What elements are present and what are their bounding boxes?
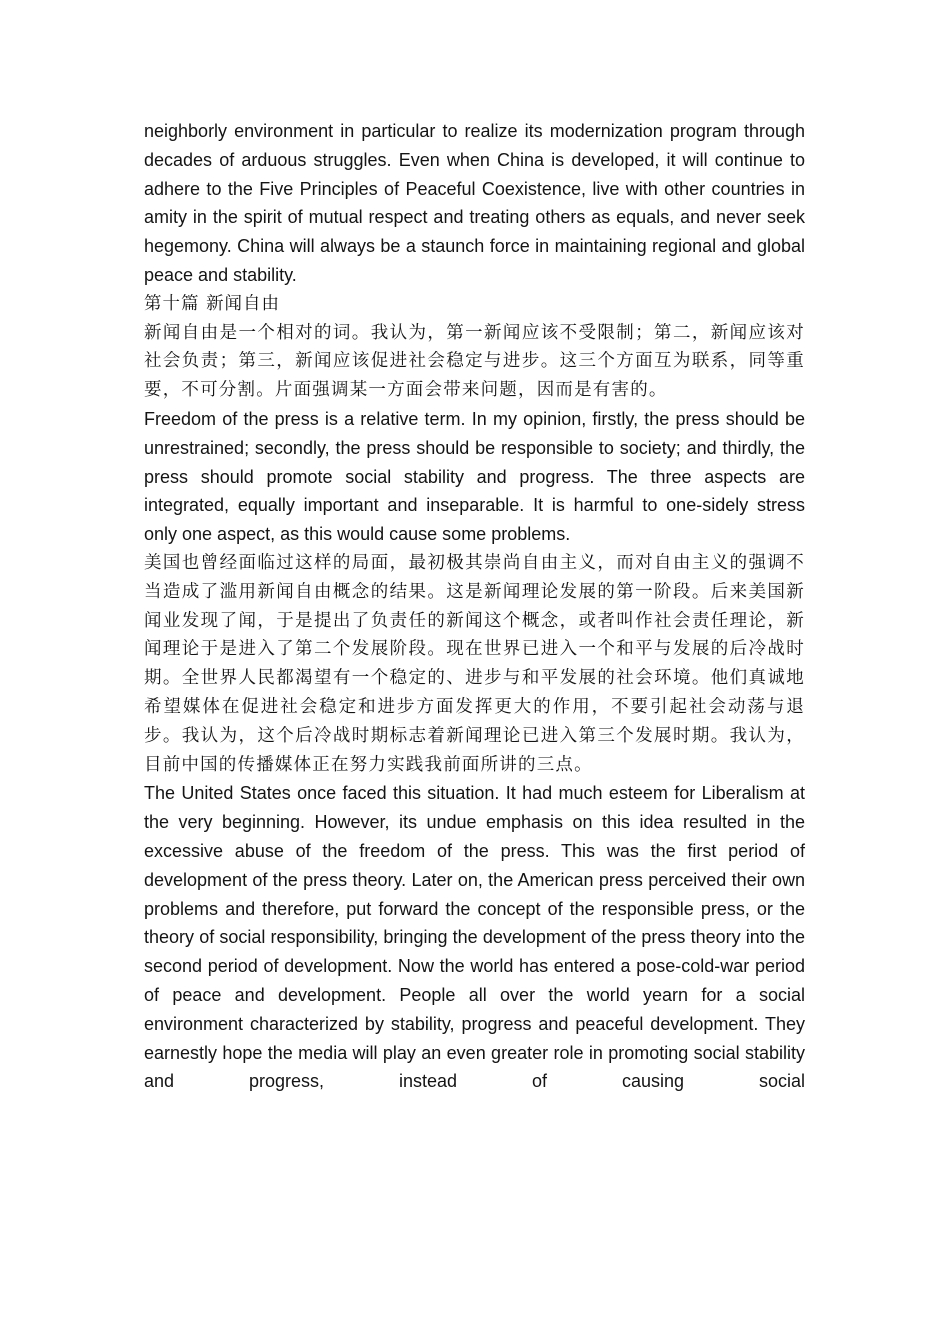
paragraph-press-en: Freedom of the press is a relative term. In my opinion, firstly, the press should be unrestrained; secondly, the press should be responsible to society; and thirdly, the press should promote social stability and progress. The three aspects are integrated, equally important and inseparable. It is harmful to one-sidely stress only one aspect, as this would cause some problems. — [144, 408, 805, 545]
section-heading: 第十篇 新闻自由 — [144, 293, 281, 314]
document-page — [144, 117, 805, 1096]
paragraph-press-zh: 新闻自由是一个相对的词。我认为，第一新闻应该不受限制；第二，新闻应该对社会负责；第三，新闻应该促进社会稳定与进步。这三个方面互为联系，同等重要，不可分割。片面强调某一方面会带来问题，因而是有害的。 — [144, 322, 805, 401]
paragraph-us-en: The United States once faced this situation. It had much esteem for Liberalism at the very beginning. However, its undue emphasis on this idea resulted in the excessive abuse of the freedom of the press. This was the first period of development of the press theory. Later on, the American press perceived their own problems and therefore, put forward the concept of the responsible press, or the theory of social responsibility, bringing the development of the press theory into the second period of development. Now the world has entered a pose-cold-war period of peace and development. People all over the world yearn for a social environment characterized by stability, progress and peaceful development. They earnestly hope the media will play an even greater role in promoting social stability and progress, instead of causing social — [144, 783, 805, 1092]
paragraph-us-zh: 美国也曾经面临过这样的局面，最初极其崇尚自由主义，而对自由主义的强调不当造成了滥用新闻自由概念的结果。这是新闻理论发展的第一阶段。后来美国新闻业发现了闻，于是提出了负责任的新闻这个概念，或者叫作社会责任理论，新闻理论于是进入了第二个发展阶段。现在世界已进入一个和平与发展的后冷战时期。全世界人民都渴望有一个稳定的、进步与和平发展的社会环境。他们真诚地希望媒体在促进社会稳定和进步方面发挥更大的作用，不要引起社会动荡与退步。我认为，这个后冷战时期标志着新闻理论已进入第三个发展时期。我认为，目前中国的传播媒体正在努力实践我前面所讲的三点。 — [144, 552, 805, 775]
paragraph-intro-en: neighborly environment in particular to realize its modernization program through decades of arduous struggles. Even when China is developed, it will continue to adhere to the Five Principles of Peaceful Coexistence, live with other countries in amity in the spirit of mutual respect and treating others as equals, and never seek hegemony. China will always be a staunch force in maintaining regional and global peace and stability. — [144, 121, 805, 285]
